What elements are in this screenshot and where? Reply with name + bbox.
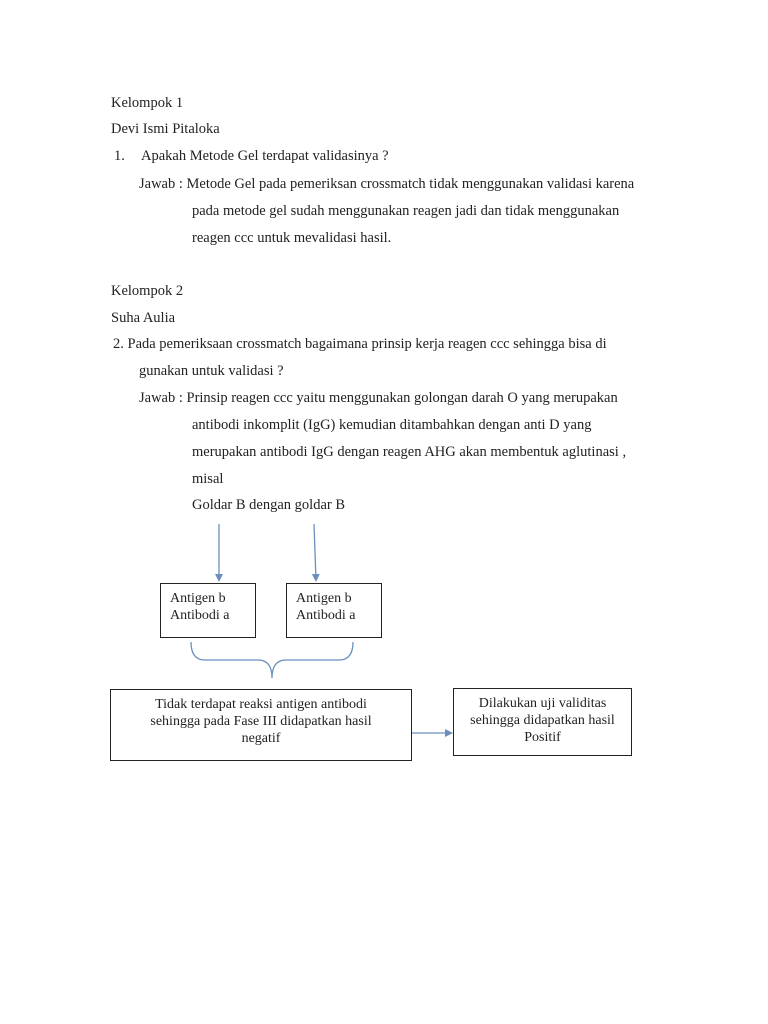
validity-positive-box [453,688,632,756]
group2-name: Suha Aulia [111,310,176,326]
box-line: Antigen b [170,591,226,606]
group2-answer-line: Jawab : Prinsip reagen ccc yaitu menggunakan golongan darah O yang merupakan [139,390,618,406]
box-line: Positif [524,730,561,745]
down-arrow-right [314,524,316,580]
box-line: Antigen b [296,591,352,606]
box-line: negatif [241,731,281,746]
box-line: Antibodi a [170,608,230,623]
box-line: sehingga pada Fase III didapatkan hasil [150,714,372,729]
box-line: Antibodi a [296,608,356,623]
group1-heading: Kelompok 1 [111,95,184,111]
group2-example-line: Goldar B dengan goldar B [192,497,346,513]
group2-answer-line: merupakan antibodi IgG dengan reagen AHG akan membentuk aglutinasi , [192,444,627,460]
group1-answer-line: Jawab : Metode Gel pada pemeriksan crossmatch tidak menggunakan validasi karena [139,176,635,192]
curly-brace [191,642,353,678]
group1-answer-line: reagen ccc untuk mevalidasi hasil. [192,230,392,246]
group2-question-line: 2. Pada pemeriksaan crossmatch bagaimana prinsip kerja reagen ccc sehingga bisa di [113,336,607,352]
box-line: Tidak terdapat reaksi antigen antibodi [155,697,367,712]
group1-question-number: 1. [114,148,125,164]
group1-question: Apakah Metode Gel terdapat validasinya ? [141,148,389,164]
group2-answer-line: antibodi inkomplit (IgG) kemudian ditambahkan dengan anti D yang [192,417,592,433]
group2-question-line: gunakan untuk validasi ? [139,363,284,379]
antigen-box-left [160,583,256,638]
box-line: sehingga didapatkan hasil [470,713,615,728]
group2-answer-line: misal [192,471,224,487]
box-line: Dilakukan uji validitas [478,696,607,711]
result-negative-box [110,689,412,761]
antigen-box-right [286,583,382,638]
group1-name: Devi Ismi Pitaloka [111,121,220,137]
group2-heading: Kelompok 2 [111,283,184,299]
group1-answer-line: pada metode gel sudah menggunakan reagen jadi dan tidak menggunakan [192,203,620,219]
